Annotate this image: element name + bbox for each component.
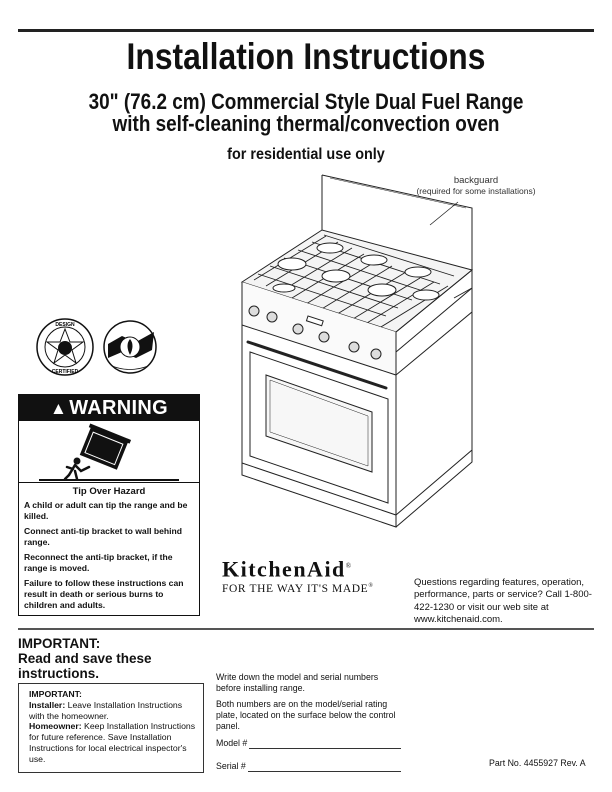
warning-line: A child or adult can tip the range and be killed. — [24, 500, 188, 521]
backguard-label: backguard — [453, 175, 499, 186]
range-illustration — [226, 170, 480, 530]
seal-top-text: DESIGN — [55, 322, 75, 328]
notice-title: IMPORTANT: — [29, 689, 82, 699]
seal-bottom-text: CERTIFIED — [51, 369, 79, 375]
rating-plate-location: Both numbers are on the model/serial rating plate, located on the surface below the control panel. — [216, 699, 396, 731]
warning-triangle-icon: ▲ — [50, 399, 68, 418]
backguard-note: (required for some installations) — [416, 186, 536, 196]
model-number-line[interactable] — [249, 740, 401, 749]
model-number-label: Model # — [216, 738, 248, 748]
write-down-instructions: Write down the model and serial numbers before installing range. — [216, 672, 379, 693]
important-heading: IMPORTANT: Read and save these instructions. — [18, 636, 152, 681]
tip-over-warning — [18, 394, 200, 616]
top-rule — [18, 29, 594, 32]
warning-line: Reconnect the anti-tip bracket, if the range is moved. — [24, 552, 173, 573]
warning-header — [19, 395, 199, 421]
tipping-range-icon — [19, 421, 199, 483]
section-divider — [18, 628, 594, 630]
serial-number-line[interactable] — [248, 763, 401, 772]
design-certified-seal — [35, 317, 95, 377]
model-serial-section — [216, 672, 401, 772]
homeowner-note: Homeowner: Keep Installation Instructions for future reference. Save Installation Instructions for local electrical inspector's use. — [29, 721, 196, 764]
subtitle-line-2: with self-cleaning thermal/convection oven — [112, 111, 500, 136]
warning-title: WARNING — [69, 397, 168, 419]
brand-tagline: FOR THE WAY IT'S MADE® — [222, 583, 374, 596]
kitchenaid-logo — [222, 555, 402, 595]
warning-line: Connect anti-tip bracket to wall behind range. — [24, 526, 183, 547]
installer-note: Installer: Leave Installation Instructions with the homeowner. — [29, 699, 183, 721]
subtitle-line-1: 30" (76.2 cm) Commercial Style Dual Fuel Range — [88, 89, 524, 114]
hazard-title: Tip Over Hazard — [72, 486, 146, 497]
residential-use-note: for residential use only — [227, 146, 385, 163]
warning-text — [19, 483, 199, 611]
agency-certification-mark — [102, 318, 158, 376]
serial-number-field[interactable] — [216, 761, 401, 772]
brand-name: KitchenAid® — [222, 556, 353, 582]
contact-info: Questions regarding features, operation, performance, parts or service? Call 1-800-422-1230 or visit our web site at www.kitchenaid.com. — [414, 577, 592, 626]
tip-over-pictogram — [19, 421, 199, 483]
model-number-field[interactable] — [216, 738, 401, 749]
part-number: Part No. 4455927 Rev. A — [489, 758, 586, 768]
warning-line: Failure to follow these instructions can result in death or serious burns to children and adults. — [24, 578, 184, 610]
page-subtitle — [43, 91, 569, 135]
page-title: Installation Instructions — [126, 36, 486, 77]
important-notice-box — [18, 683, 204, 773]
serial-number-label: Serial # — [216, 761, 246, 771]
